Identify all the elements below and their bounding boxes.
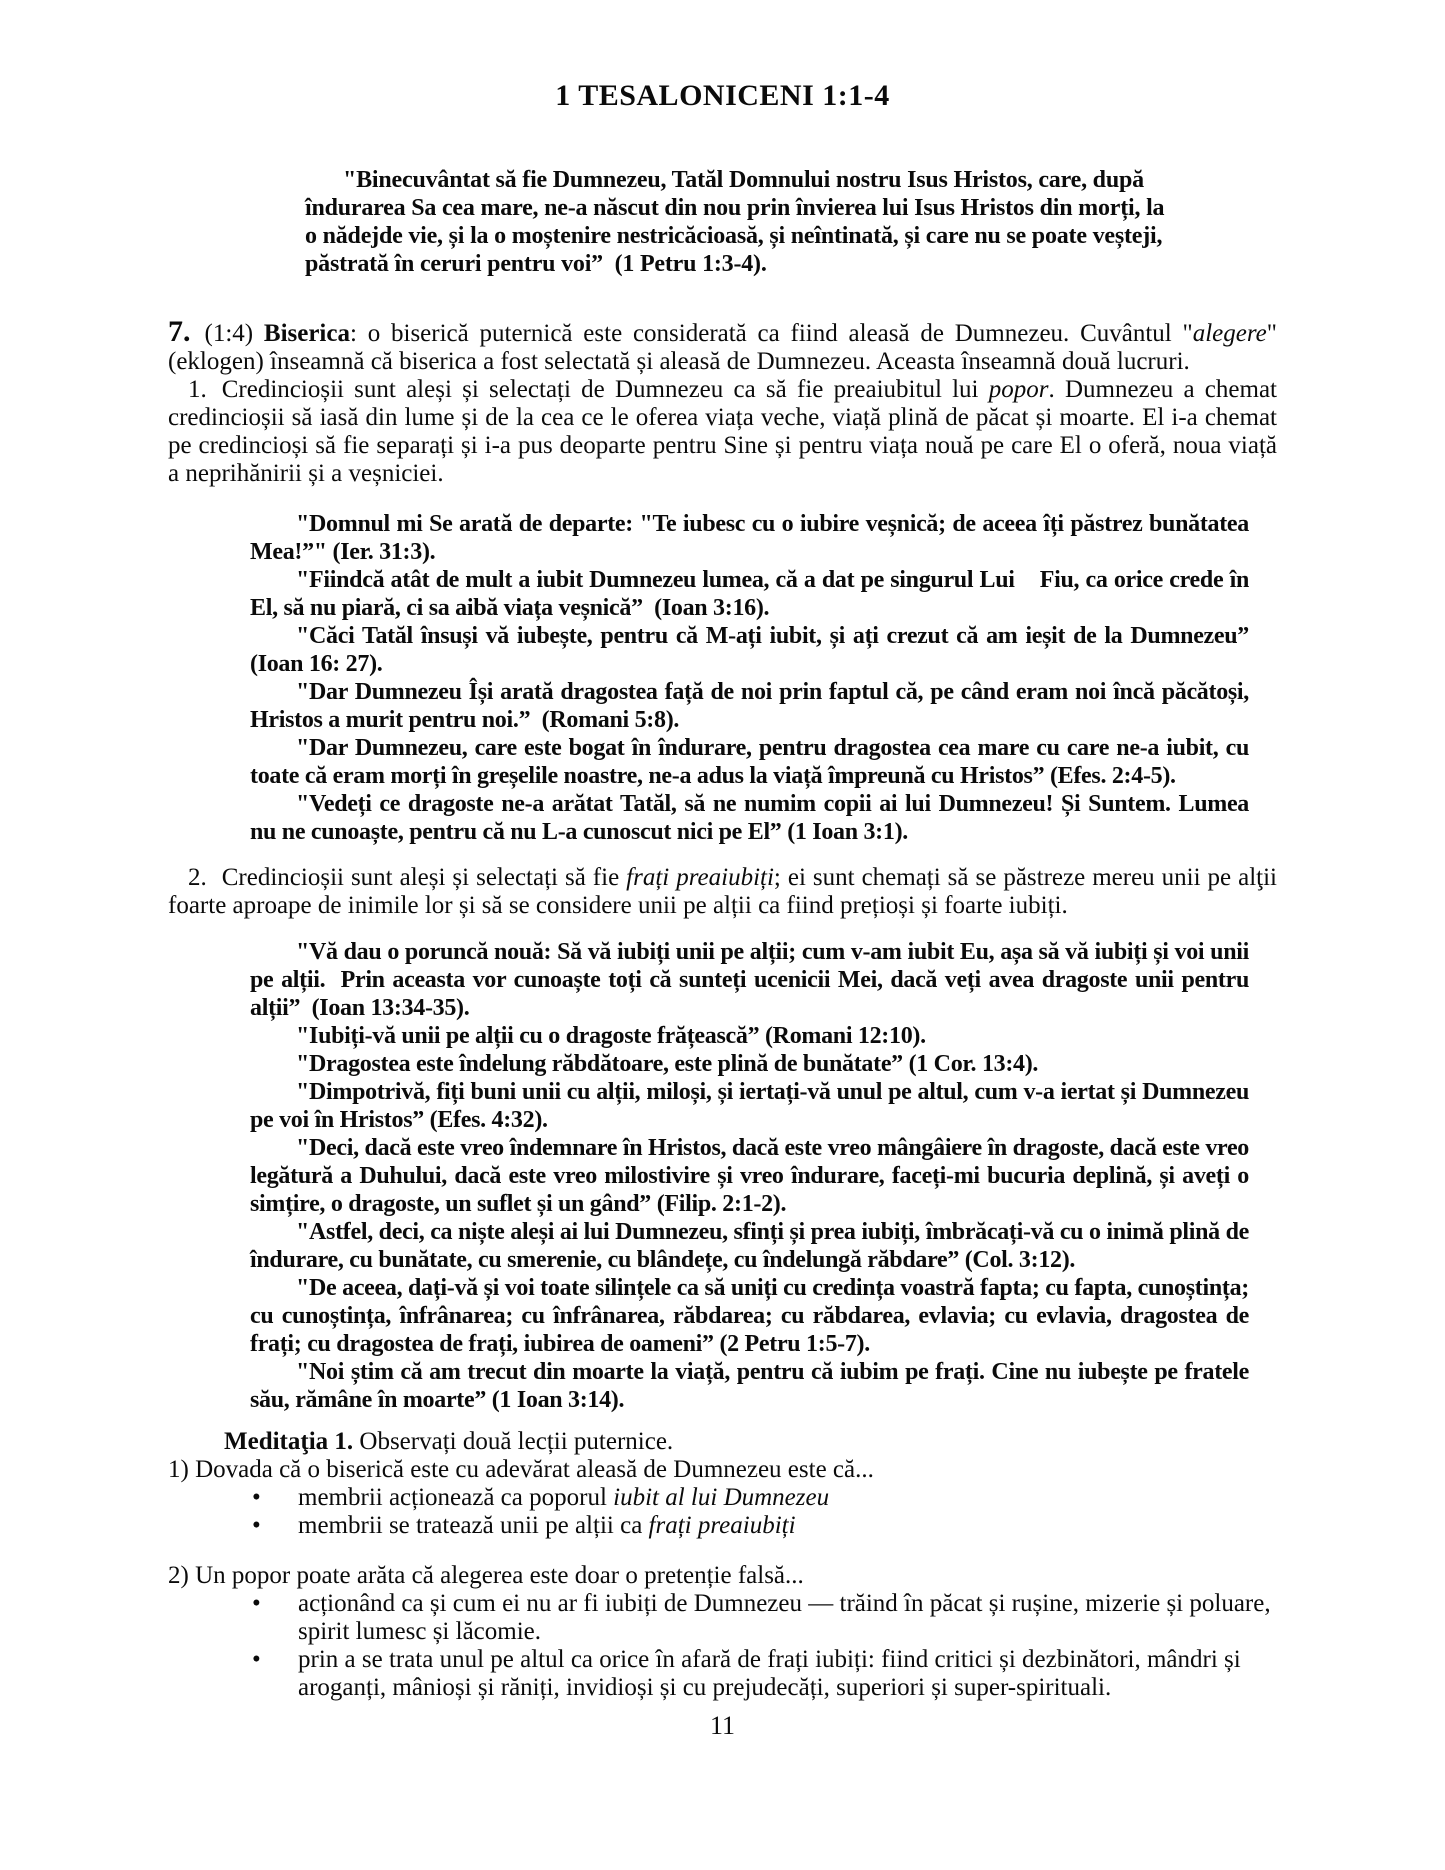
list-item — [168, 1484, 1277, 1512]
scripture-quote: "Dar Dumnezeu Își arată dragostea față de noi prin faptul că, pe când eram noi încă păcătoși, Hristos a murit pentru noi.” (Romani 5:8). — [250, 679, 1249, 733]
bullet-icon: • — [252, 1484, 261, 1511]
list-item-italic: iubit al lui Dumnezeu — [613, 1484, 830, 1511]
subpoint-1-text-tail: . Dumnezeu a chemat credincioșii să iasă din lume și de la cea ce le oferea viața veche, viață plină de păcat și moarte. El i-a chemat pe credincioși să fie separați și i-a pus deoparte pentru Sine și pentru viața nouă pe care El o oferă, noua viață a neprihănirii și a veșniciei. — [168, 376, 1277, 487]
point-7-text-tail: " (eklogen) înseamnă că biserica a fost selectată și aleasă de Dumnezeu. Aceasta înseamnă două lucruri. — [168, 320, 1277, 375]
bullet-icon: • — [252, 1590, 261, 1617]
scripture-quote: "De aceea, dați-vă și voi toate silințele ca să uniți cu credința voastră fapta; cu fapta, cunoștința; cu cunoștința, înfrânarea; cu înfrânarea, răbdarea; cu răbdarea, evlavia; cu evlavia, dragostea de frați; cu dragostea de frați, iubirea de oameni” (2 Petru 1:5-7). — [250, 1275, 1249, 1357]
meditation-label: Meditaţia 1. — [224, 1428, 354, 1455]
scripture-quote: "Noi știm că am trecut din moarte la viață, pentru că iubim pe frați. Cine nu iubește pe fratele său, rămâne în moarte” (1 Ioan 3:14). — [250, 1359, 1249, 1413]
italic-term-frati-preaiubiti: frați preaiubiți — [626, 864, 774, 891]
list-item-text: membrii se tratează unii pe alții ca — [298, 1512, 649, 1539]
list-item — [168, 1512, 1277, 1540]
scripture-quote: "Deci, dacă este vreo îndemnare în Hristos, dacă este vreo mângâiere în dragoste, dacă este vreo legătură a Duhului, dacă este vreo milostivire și vreo îndurare, faceți-mi bucuria deplină, și aveți o simțire, o dragoste, un suflet și un gând” (Filip. 2:1-2). — [250, 1135, 1249, 1217]
subpoint-2-paragraph — [168, 864, 1277, 920]
bullet-icon: • — [252, 1646, 261, 1673]
subpoint-1-number: 1. — [188, 376, 207, 403]
scripture-quote: "Domnul mi Se arată de departe: "Te iubesc cu o iubire veșnică; de aceea îți păstrez bunătatea Mea!”" (Ier. 31:3). — [250, 511, 1249, 565]
lesson-1-intro: 1) Dovada că o biserică este cu adevărat aleasă de Dumnezeu este că... — [168, 1456, 874, 1483]
page-title: 1 TESALONICENI 1:1-4 — [555, 79, 890, 112]
scripture-quote: "Dragostea este îndelung răbdătoare, este plină de bunătate” (1 Cor. 13:4). — [296, 1051, 1039, 1077]
bullet-icon: • — [252, 1512, 261, 1539]
scripture-quote: "Dimpotrivă, fiți buni unii cu alții, miloși, și iertați-vă unul pe altul, cum v-a iertat și Dumnezeu pe voi în Hristos” (Efes. 4:32). — [250, 1079, 1249, 1133]
point-7-text: : o biserică puternică este considerată ca fiind aleasă de Dumnezeu. Cuvântul " — [349, 320, 1193, 347]
subpoint-2-text: Credincioșii sunt aleși și selectați să fie — [221, 864, 627, 891]
scripture-quote: "Dar Dumnezeu, care este bogat în îndurare, pentru dragostea cea mare cu care ne-a iubit, cu toate că eram morți în greșelile noastre, ne-a adus la viață împreună cu Hristos” (Efes. 2:4-5). — [250, 735, 1249, 789]
list-item-text: prin a se trata unul pe altul ca orice în afară de frați iubiți: fiind critici și dezbinători, mândri și aroganți, mânioși și răniți, invidioși și cu prejudecăți, superiori și super-spirituali. — [298, 1646, 1241, 1701]
subpoint-1-text: Credincioșii sunt aleși și selectați de Dumnezeu ca să fie preaiubitul lui — [221, 376, 989, 403]
scripture-quote: "Fiindcă atât de mult a iubit Dumnezeu lumea, că a dat pe singurul Lui Fiu, ca orice crede în El, să nu piară, ci sa aibă viața veșnică” (Ioan 3:16). — [250, 567, 1249, 621]
meditation-text: Observați două lecții puternice. — [353, 1428, 674, 1455]
opening-quote-text: "Binecuvântat să fie Dumnezeu, Tatăl Domnului nostru Isus Hristos, care, după îndurarea Sa cea mare, ne-a născut din nou prin învierea lui Isus Hristos din morți, la o nădejde vie, și la o moștenire nestricăcioasă, și neîntinată, și care nu se poate veșteji, păstrată în ceruri pentru voi” (1 Petru 1:3-4). — [305, 167, 1165, 277]
lesson-1-list — [168, 1484, 1277, 1540]
point-7-paragraph — [168, 315, 1277, 376]
list-item — [168, 1590, 1277, 1646]
scripture-quote: "Vedeți ce dragoste ne-a arătat Tatăl, să ne numim copii ai lui Dumnezeu! Și Suntem. Lumea nu ne cunoaște, pentru că nu L-a cunoscut nici pe El” (1 Ioan 3:1). — [250, 791, 1249, 845]
lesson-2-list — [168, 1590, 1277, 1702]
point-7-number: 7. — [168, 315, 191, 348]
scripture-block-1 — [250, 510, 1249, 846]
scripture-quote: "Căci Tatăl însuși vă iubește, pentru că M-ați iubit, și ați crezut că am ieșit de la Dumnezeu” (Ioan 16: 27). — [250, 623, 1249, 677]
scripture-quote: "Vă dau o poruncă nouă: Să vă iubiți unii pe alții; cum v-am iubit Eu, așa să vă iubiți și voi unii pe alții. Prin aceasta vor cunoaște toți că sunteți ucenicii Mei, dacă veți avea dragoste unii pentru alții” (Ioan 13:34-35). — [250, 939, 1249, 1021]
term-biserica: Biserica — [263, 320, 350, 347]
verse-reference: (1:4) — [204, 320, 264, 347]
opening-scripture-quote — [305, 166, 1177, 278]
subpoint-1-paragraph — [168, 376, 1277, 488]
list-item — [168, 1646, 1277, 1702]
list-item-text: acționând ca și cum ei nu ar fi iubiți de Dumnezeu — trăind în păcat și rușine, mizerie și poluare, spirit lumesc și lăcomie. — [298, 1590, 1271, 1645]
list-item-italic: frați preaiubiți — [648, 1512, 796, 1539]
italic-term-popor: popor — [988, 376, 1049, 403]
scripture-quote: "Astfel, deci, ca niște aleși ai lui Dumnezeu, sfinți și prea iubiți, îmbrăcați-vă cu o inimă plină de îndurare, cu bunătate, cu smerenie, cu blândețe, cu îndelungă răbdare” (Col. 3:12). — [250, 1219, 1249, 1273]
italic-term-alegere: alegere — [1192, 320, 1267, 347]
page-number: 11 — [709, 1711, 736, 1740]
lesson-2-intro: 2) Un popor poate arăta că alegerea este doar o pretenție falsă... — [168, 1562, 804, 1589]
subpoint-2-number: 2. — [188, 864, 207, 891]
subpoint-2-text-tail: ; ei sunt chemați să se păstreze mereu unii pe alţii foarte aproape de inimile lor și să se considere unii pe alții ca fiind prețioși și foarte iubiți. — [168, 864, 1278, 919]
scripture-block-2 — [250, 938, 1249, 1414]
meditation-heading — [224, 1428, 1277, 1456]
scripture-quote: "Iubiți-vă unii pe alții cu o dragoste frățească” (Romani 12:10). — [296, 1023, 926, 1049]
list-item-text: membrii acționează ca poporul — [298, 1484, 614, 1511]
